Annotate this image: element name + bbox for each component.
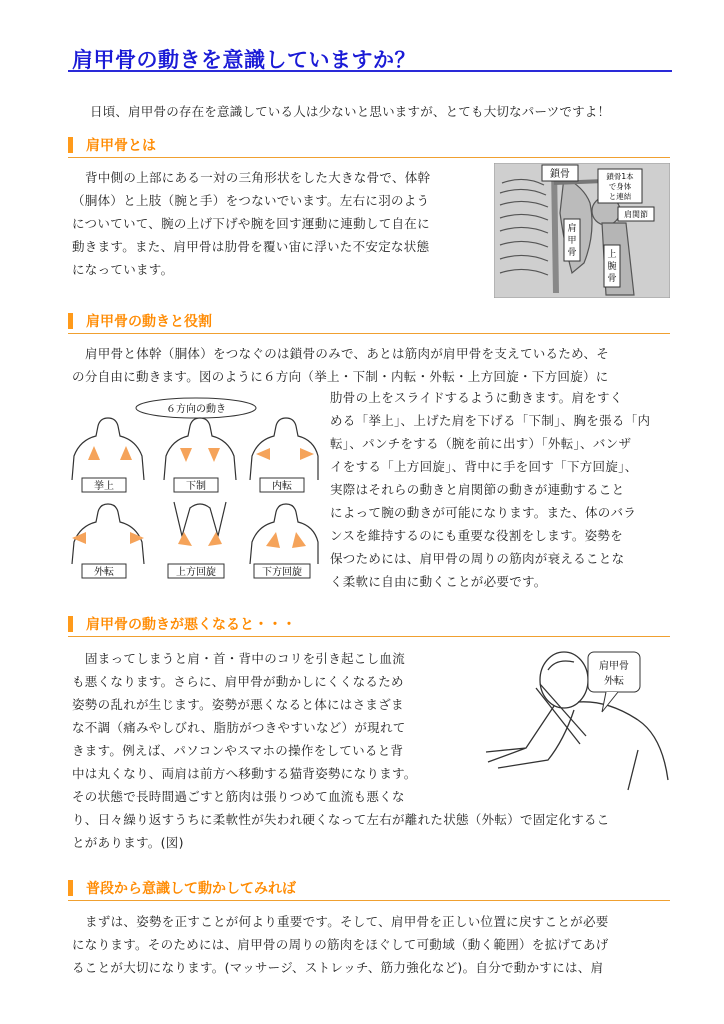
text-line: 背中側の上部にある一対の三角形状をした大きな骨で、体幹 — [85, 170, 431, 185]
heading-bar — [68, 313, 73, 329]
callout-line: 肩甲骨 — [599, 661, 629, 672]
xray-label-joint: 肩関節 — [624, 210, 648, 219]
movement-label: 下制 — [186, 481, 206, 492]
heading-bar — [68, 880, 73, 896]
text-line: になっています。 — [72, 262, 174, 277]
six-direction-movement-figure — [70, 396, 320, 584]
xray-label-clavicle: 鎖骨 — [550, 169, 570, 180]
section-heading-bad-movement — [68, 614, 670, 637]
xray-note-line: と連結 — [608, 192, 632, 201]
text-line: になります。そのためには、肩甲骨の周りの筋肉をほぐして可動域（動く範囲）を拡げてあげ — [72, 937, 609, 952]
text-line: 肋骨の上をスライドするように動きます。肩をすく — [330, 390, 623, 405]
heading-text: 肩甲骨の動きと役割 — [86, 314, 212, 330]
text-line: な不調（痛みやしびれ、脂肪がつきやすいなど）が現れて — [72, 720, 406, 735]
text-line: 肩甲骨と体幹（胴体）をつなぐのは鎖骨のみで、あとは筋肉が肩甲骨を支えているため、そ — [85, 346, 610, 361]
movement-label: 挙上 — [94, 481, 114, 492]
section-body-daily-awareness — [72, 910, 609, 979]
xray-label-humerus: 上 — [607, 250, 617, 260]
text-line: とがあります。(図) — [72, 835, 184, 850]
intro-text: 日頃、肩甲骨の存在を意識している人は少ないと思いますが、とても大切なパーツですよ！ — [90, 104, 611, 119]
title-underline — [68, 70, 672, 72]
xray-label-scapula: 甲 — [567, 236, 577, 246]
heading-text: 肩甲骨とは — [86, 138, 156, 154]
xray-label-scapula: 骨 — [567, 248, 577, 258]
figure-title: ６方向の動き — [166, 404, 226, 415]
xray-note-line: 鎖骨1本 — [606, 172, 634, 181]
text-line: ることが大切になります。(マッサージ、ストレッチ、筋力強化など)。自分で動かすには、肩 — [72, 960, 604, 975]
heading-bar — [68, 616, 73, 632]
text-line: 実際はそれらの動きと肩関節の動きが連動すること — [330, 482, 625, 497]
heading-text: 肩甲骨の動きが悪くなると・・・ — [86, 617, 296, 633]
section-heading-daily-awareness — [68, 878, 670, 901]
text-line: きます。例えば、パソコンやスマホの操作をしていると背 — [72, 743, 404, 758]
movement-label: 下方回旋 — [262, 567, 302, 578]
text-line: 動きます。また、肩甲骨は肋骨を覆い宙に浮いた不安定な状態 — [72, 239, 430, 254]
shoulder-xray-image — [494, 163, 670, 298]
text-line: 保つためには、肩甲骨の周りの筋肉が衰えることな — [330, 551, 625, 566]
section-body-bad-movement-left — [72, 647, 417, 808]
xray-label-humerus: 腕 — [607, 262, 617, 272]
text-line: り、日々繰り返すうちに柔軟性が失われ硬くなって左右が離れた状態（外転）で固定化するこ — [72, 812, 610, 827]
text-line: 姿勢の乱れが生じます。姿勢が悪くなると体にはさまざま — [72, 697, 404, 712]
text-line: （胴体）と上肢（腕と手）をつないでいます。左右に羽のよう — [72, 193, 430, 208]
text-line: まずは、姿勢を正すことが何より重要です。そして、肩甲骨を正しい位置に戻すことが必要 — [85, 914, 609, 929]
movement-label: 内転 — [272, 481, 292, 492]
section-body-scapula — [72, 166, 430, 281]
page-title: 肩甲骨の動きを意識していますか？ — [72, 48, 416, 72]
text-line: によって腕の動きが可能になります。また、体のバラ — [330, 505, 637, 520]
text-line: ンスを維持するのにも重要な役割をします。姿勢を — [330, 528, 624, 543]
text-line: も悪くなります。さらに、肩甲骨が動かしにくくなるため — [72, 674, 404, 689]
section-body-movement-top — [72, 342, 609, 388]
section-body-movement-right — [330, 386, 650, 593]
movement-label: 外転 — [94, 567, 114, 578]
text-line: く柔軟に自由に動くことが必要です。 — [330, 574, 547, 589]
xray-label-scapula: 肩 — [567, 224, 577, 234]
text-line: める「挙上」、上げた肩を下げる「下制」、胸を張る「内 — [330, 413, 651, 428]
text-line: その状態で長時間過ごすと筋肉は張りつめて血流も悪くな — [72, 789, 405, 804]
xray-label-humerus: 骨 — [607, 274, 617, 284]
section-heading-scapula — [68, 135, 670, 158]
section-heading-movement — [68, 311, 670, 334]
text-line: の分自由に動きます。図のように６方向（挙上・下制・内転・外転・上方回旋・下方回旋）に — [72, 369, 609, 384]
heading-text: 普段から意識して動かしてみれば — [86, 881, 296, 897]
text-line: イをする「上方回旋」、背中に手を回す「下方回旋」、 — [330, 459, 638, 474]
text-line: 転」、パンチをする（腕を前に出す）「外転」、バンザ — [330, 436, 632, 451]
callout-line: 外転 — [604, 676, 624, 687]
movement-label: 上方回旋 — [176, 567, 216, 578]
section-body-bad-movement-full — [72, 808, 610, 854]
hunched-posture-illustration — [478, 640, 676, 800]
heading-bar — [68, 137, 73, 153]
text-line: についていて、腕の上げ下げや腕を回す運動に連動して自在に — [72, 216, 430, 231]
xray-note-line: で身体 — [608, 182, 632, 191]
text-line: 中は丸くなり、両肩は前方へ移動する猫背姿勢になります。 — [72, 766, 417, 781]
text-line: 固まってしまうと肩・首・背中のコリを引き起こし血流 — [85, 651, 406, 666]
